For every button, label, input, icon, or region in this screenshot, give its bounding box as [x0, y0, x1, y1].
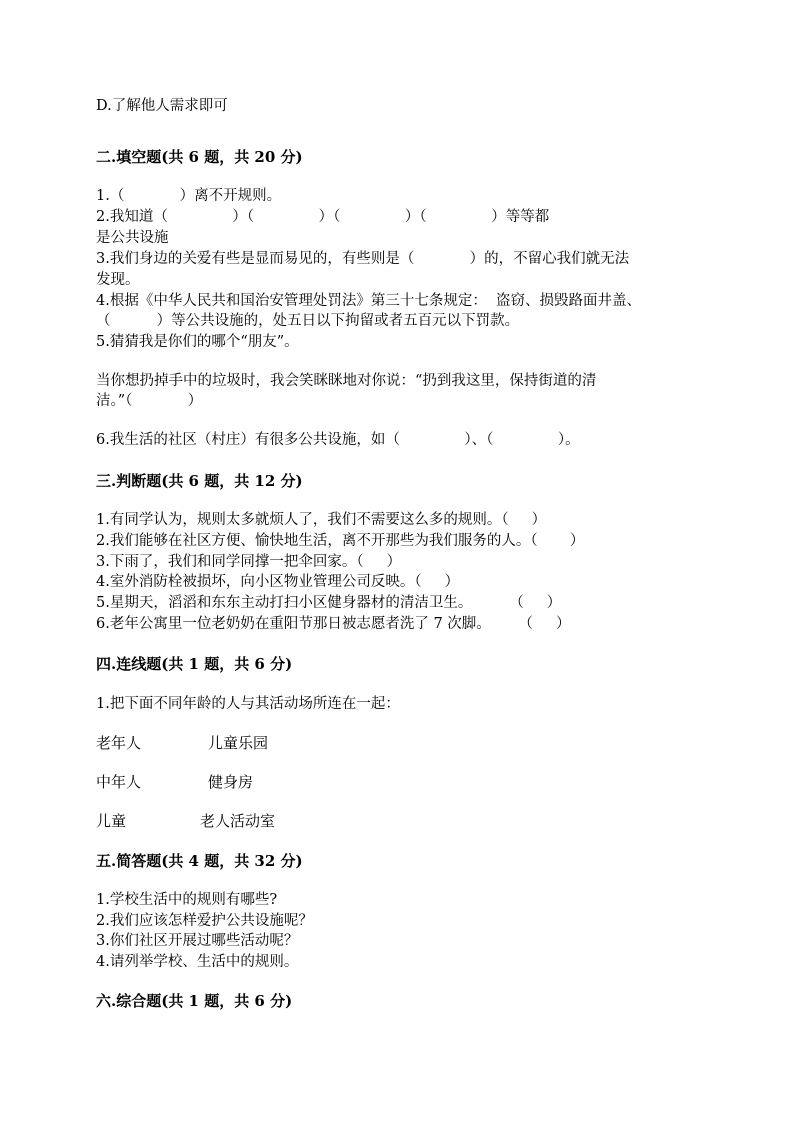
fill-blank-q2-line2: 是公共设施 [96, 230, 169, 246]
short-answer-item: 4.请列举学校、生活中的规则。 [96, 954, 299, 970]
fill-blank-q5: 5.猜猜我是你们的哪个“朋友”。 [96, 334, 299, 350]
fill-blank-q2-line1: 2.我知道（ ）（ ）（ ）（ ）等等都 [96, 209, 550, 225]
fill-blank-heading: 二.填空题(共 6 题，共 20 分) [96, 148, 303, 166]
fill-blank-q3-line2: 发现。 [96, 272, 140, 288]
judge-item: 2.我们能够在社区方便、愉快地生活，离不开那些为我们服务的人。（ ） [96, 533, 585, 549]
judge-item: 5.星期天，滔滔和东东主动打扫小区健身器材的清洁卫生。 （ ） [96, 595, 562, 611]
matching-right-item: 健身房 [208, 773, 254, 791]
short-answer-heading: 五.简答题(共 4 题，共 32 分) [96, 852, 303, 870]
fill-blank-q4-line2: （ ）等公共设施的，处五日以下拘留或者五百元以下罚款。 [96, 313, 520, 329]
judge-item: 1.有同学认为，规则太多就烦人了，我们不需要这么多的规则。（ ） [96, 512, 547, 528]
matching-heading: 四.连线题(共 1 题，共 6 分) [96, 655, 293, 673]
fill-blank-q4-line1: 4.根据《中华人民共和国治安管理处罚法》第三十七条规定： 盗窃、损毁路面井盖、 [96, 293, 642, 309]
short-answer-item: 2.我们应该怎样爱护公共设施呢？ [96, 913, 313, 929]
judge-item: 6.老年公寓里一位老奶奶在重阳节那日被志愿者洗了 7 次脚。 （ ） [96, 616, 571, 632]
fill-blank-q3-line1: 3.我们身边的关爱有些是显而易见的，有些则是（ ）的，不留心我们就无法 [96, 251, 630, 267]
matching-prompt: 1.把下面不同年龄的人与其活动场所连在一起： [96, 696, 400, 712]
fill-blank-q1: 1.（ ）离不开规则。 [96, 188, 282, 204]
short-answer-item: 1.学校生活中的规则有哪些? [96, 892, 278, 908]
judge-item: 3.下雨了，我们和同学同撑一把伞回家。（ ） [96, 554, 402, 570]
option-d: D.了解他人需求即可 [96, 98, 228, 114]
fill-blank-q6: 6.我生活的社区（村庄）有很多公共设施，如（ ）、（ ）。 [96, 432, 580, 448]
matching-left-item: 老年人 [96, 734, 142, 752]
matching-right-item: 老人活动室 [200, 812, 276, 830]
matching-right-item: 儿童乐园 [208, 734, 269, 752]
fill-blank-q5-riddle-line1: 当你想扔掉手中的垃圾时，我会笑眯眯地对你说：“扔到我这里，保持街道的清 [96, 373, 597, 389]
fill-blank-q5-riddle-line2: 洁。”（ ） [96, 393, 203, 409]
matching-left-item: 中年人 [96, 773, 142, 791]
judge-heading: 三.判断题(共 6 题，共 12 分) [96, 472, 303, 490]
comprehensive-heading: 六.综合题(共 1 题，共 6 分) [96, 992, 293, 1010]
short-answer-item: 3.你们社区开展过哪些活动呢？ [96, 933, 299, 949]
judge-item: 4.室外消防栓被损坏，向小区物业管理公司反映。（ ） [96, 574, 460, 590]
matching-left-item: 儿童 [96, 812, 127, 830]
